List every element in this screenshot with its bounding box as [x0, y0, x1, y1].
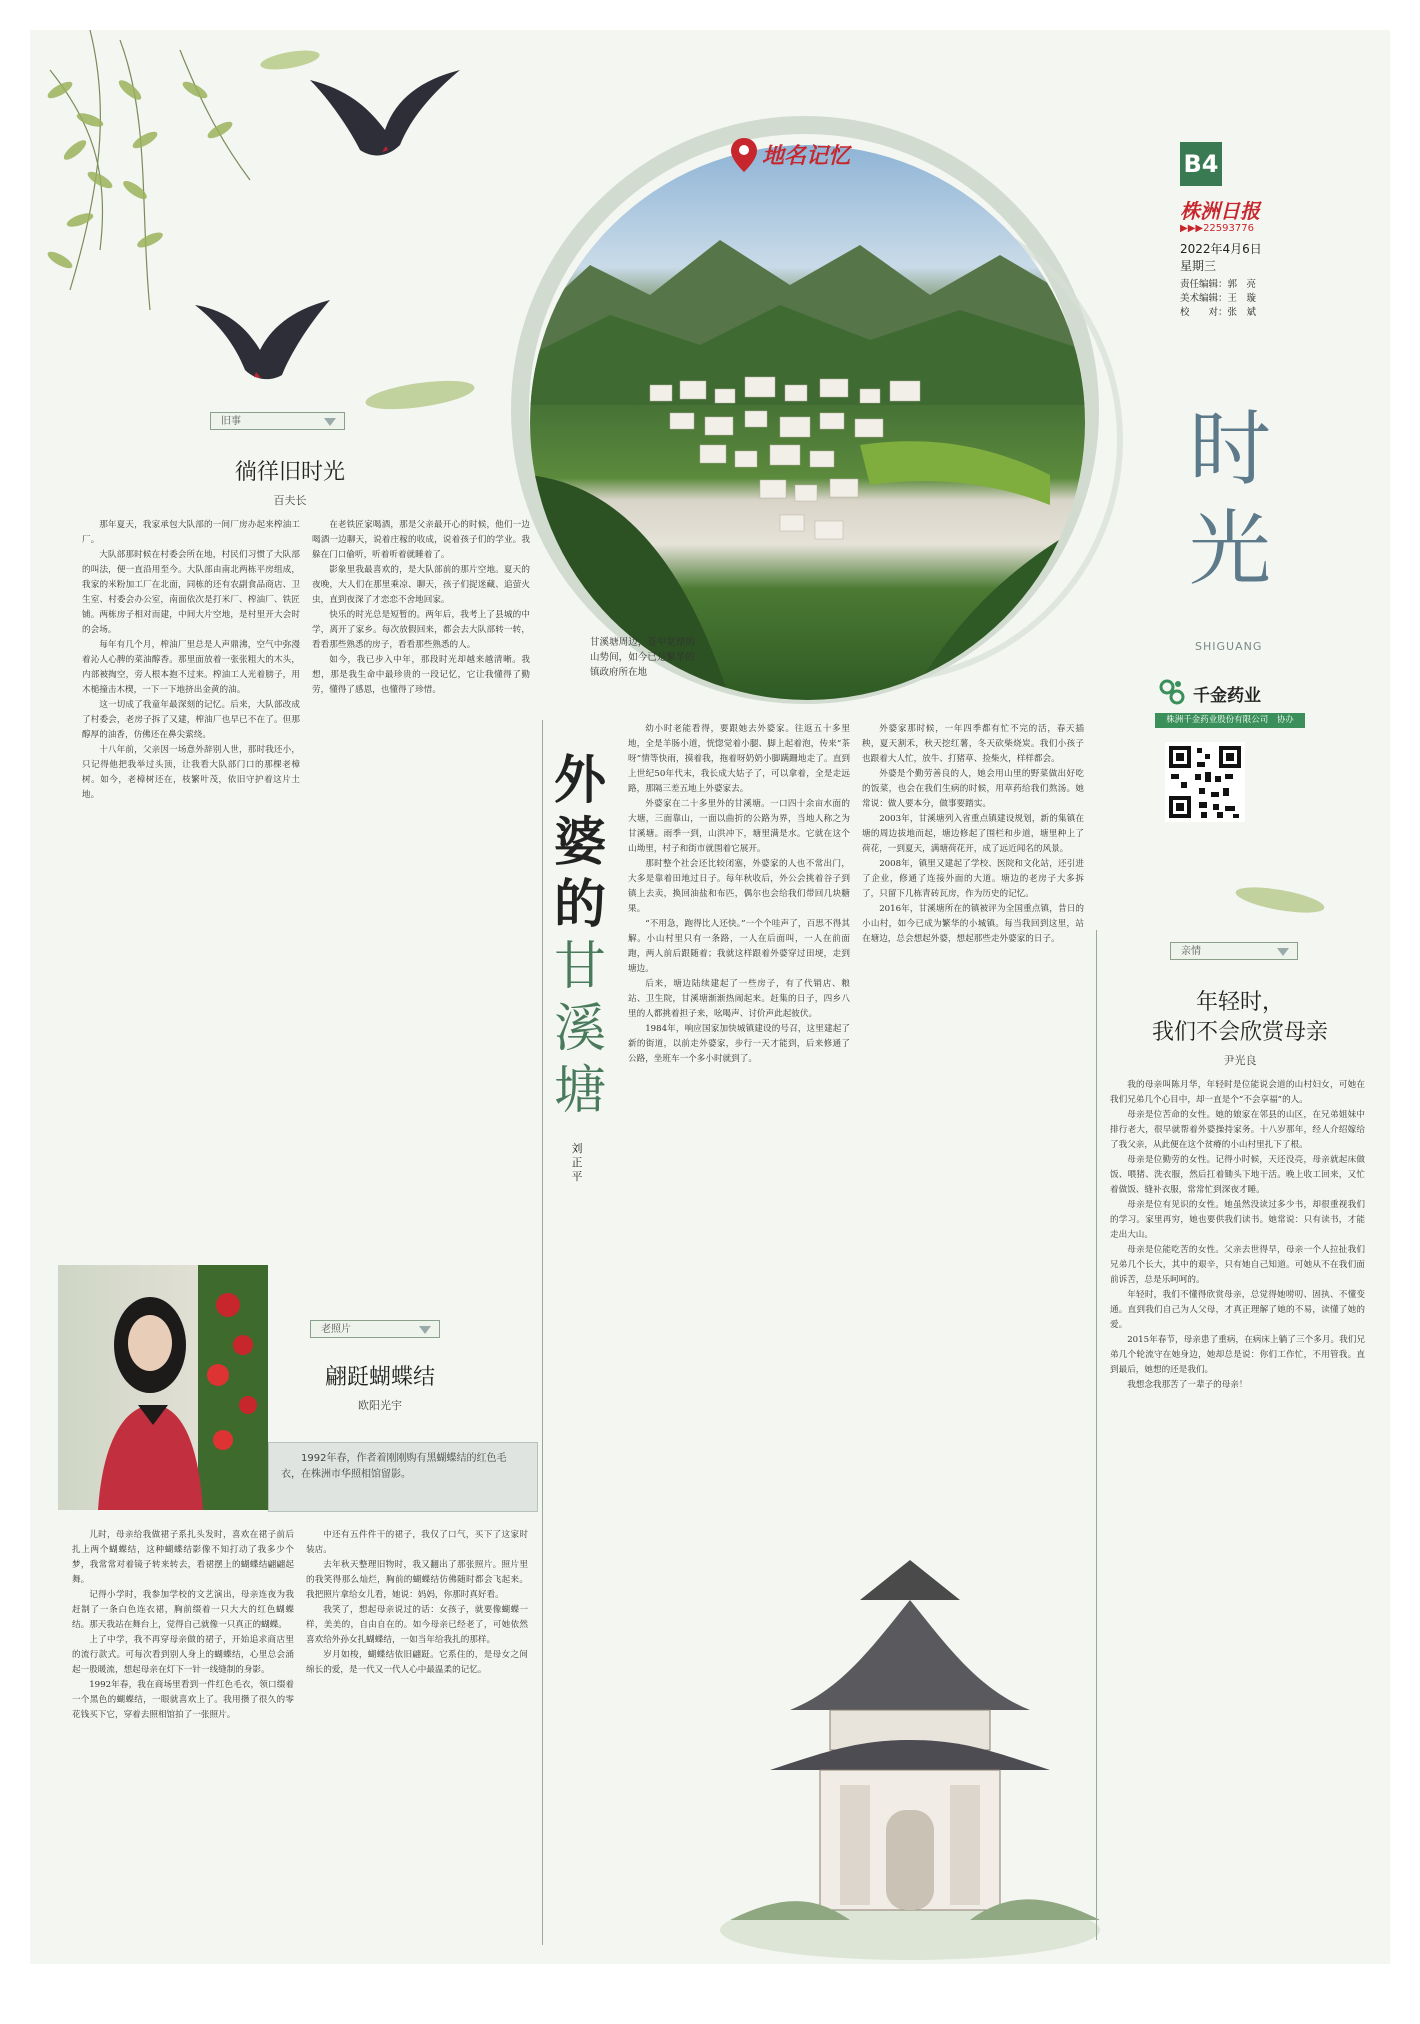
leaf-icon [360, 370, 480, 420]
paragraph: 在老铁匠家喝酒，那是父亲最开心的时候，他们一边喝酒一边聊天，说着庄稼的收成，说着孩子们的学业。我躲在门口偷听，听着听着就睡着了。 [312, 520, 530, 560]
title-line: 我们不会欣赏母亲 [1151, 1020, 1328, 1045]
column-divider [1096, 930, 1097, 1940]
paragraph: 外婆是个勤劳善良的人，她会用山里的野菜做出好吃的饭菜，也会在我们生病的时候，用草药给我们熬汤。她常说：做人要本分，做事要踏实。 [862, 769, 1084, 809]
paragraph: 去年秋天整理旧物时，我又翻出了那张照片。照片里的我笑得那么灿烂，胸前的蝴蝶结仿佛随时都会飞起来。我把照片拿给女儿看，她说：妈妈，你那时真好看。 [306, 1560, 528, 1600]
title-char: 塘 [553, 1061, 606, 1121]
paragraph: 母亲是位能吃苦的女性。父亲去世得早，母亲一个人拉扯我们兄弟几个长大，其中的艰辛，只有她自己知道。可她从不在我们面前诉苦，总是乐呵呵的。 [1110, 1245, 1365, 1285]
paragraph: 我的母亲叫陈月华，年轻时是位能说会道的山村妇女，可她在我们兄弟几个心目中，却一直是个“不会享福”的人。 [1110, 1080, 1365, 1105]
sponsor-line: 株洲千金药业股份有限公司 协办 [1155, 713, 1305, 728]
article-bottom-left-title: 翩跹蝴蝶结 [324, 1365, 435, 1390]
paragraph: 我笑了，想起母亲说过的话：女孩子，就要像蝴蝶一样，美美的，自由自在的。如今母亲已经老了，可她依然喜欢给外孙女扎蝴蝶结，一如当年给我扎的那样。 [306, 1605, 528, 1645]
paragraph: 中还有五件件干的裙子，我仅了口气，买下了这家时装店。 [306, 1530, 528, 1555]
column-divider [542, 720, 543, 1945]
paragraph: 幼小时老能看得，要跟她去外婆家。往返五十多里地，全是羊肠小道，恍惚觉着小腿、脚上起着泡，传来“茶呀”情等快雨，摸着我，拖着呀奶奶小脚蹒跚地走了。直到上世纪50年代末，我长成大姑子了，可以拿着，全是走远路，那隔三差五地上外婆家去。 [628, 724, 850, 794]
paper-name: 株洲日报 [1180, 199, 1260, 223]
article-left-title: 徜徉旧时光 [234, 460, 345, 485]
section-title: 时光 [1188, 402, 1271, 597]
paragraph: 如今，我已步入中年，那段时光却越来越清晰。我想，那是我生命中最珍贵的一段记忆，它让我懂得了勤劳，懂得了感恩，也懂得了珍惜。 [312, 655, 530, 695]
paragraph: 大队部那时候在村委会所在地，村民们习惯了大队部的叫法，便一直沿用至今。大队部由南北两栋平房组成，我家的米粉加工厂在北面，同栋的还有农副食品商店、卫生室、村委会办公室，南面依次是打米厂、榨油厂、铁匠铺。两栋房子相对而建，中间大片空地，是村里开大会时的会场。 [82, 550, 300, 635]
article-main-author: 刘正平 [571, 1142, 583, 1183]
tag-arrow-icon [419, 1326, 431, 1334]
tag-arrow-icon [324, 418, 336, 426]
photo-caption-box: 1992年春，作者着刚刚购有黑蝴蝶结的红色毛衣，在株洲市华照相馆留影。 [268, 1442, 538, 1512]
article-left-column-2 [312, 518, 530, 1258]
paragraph: 母亲是位勤劳的女性。记得小时候，天还没亮，母亲就起床做饭、喂猪、洗衣服，然后扛着锄头下地干活。晚上收工回来，又忙着做饭、缝补衣服，常常忙到深夜才睡。 [1110, 1155, 1365, 1195]
issue-date: 2022年4月6日 [1180, 242, 1262, 256]
place-memory-banner [730, 135, 880, 175]
article-bottom-left-column-1 [72, 1528, 294, 1948]
paragraph: 1984年，响应国家加快城镇建设的号召，这里建起了新的街道，以前走外婆家，步行一天才能到，后来修通了公路，坐班车一个多小时就到了。 [628, 1024, 850, 1064]
article-bottom-left-author: 欧阳光宇 [358, 1399, 402, 1412]
tag-label: 旧事 [221, 416, 241, 427]
tag-label: 亲情 [1181, 946, 1201, 957]
title-char: 的 [553, 874, 606, 935]
hotline: ▶▶▶22593776 [1180, 223, 1254, 234]
editor-credits [1180, 278, 1256, 320]
paragraph: 这一切成了我童年最深刻的记忆。后来，大队部改成了村委会，老房子拆了又建，榨油厂也早已不在了。但那醇厚的油香，仿佛还在鼻尖萦绕。 [82, 700, 300, 740]
article-main-column-2 [862, 722, 1084, 1552]
title-line: 年轻时， [1195, 990, 1284, 1015]
paragraph: 母亲是位苦命的女性。她的娘家在邻县的山区，在兄弟姐妹中排行老大，很早就帮着外婆操持家务。十八岁那年，经人介绍嫁给了我父亲，从此便在这个贫瘠的小山村里扎下了根。 [1110, 1110, 1365, 1150]
paragraph: 1992年春，我在商场里看到一件红色毛衣，领口缀着一个黑色的蝴蝶结，一眼就喜欢上了。我用攒了很久的零花钱买下它，穿着去照相馆拍了一张照片。 [72, 1680, 294, 1720]
paragraph: 上了中学，我不再穿母亲做的裙子，开始追求商店里的流行款式。可每次看到别人身上的蝴蝶结，心里总会涌起一股暖流，想起母亲在灯下一针一线缝制的身影。 [72, 1635, 294, 1675]
paragraph: 母亲是位有见识的女性。她虽然没读过多少书，却很重视我们的学习。家里再穷，她也要供我们读书。她常说：只有读书，才能走出大山。 [1110, 1200, 1365, 1240]
location-pin-icon [730, 137, 758, 173]
title-char: 外 [553, 750, 606, 811]
article-right-title [1110, 988, 1370, 1048]
paragraph: 每年有几个月，榨油厂里总是人声鼎沸，空气中弥漫着沁人心脾的菜油醇香。那里面放着一张张粗大的木头，内部被掏空，旁人根本抱不过来。榨油工人光着膀子，用木槌撞击木楔，一下一下地挤出金黄的油。 [82, 640, 300, 695]
paragraph: 2015年春节，母亲患了重病，在病床上躺了三个多月。我们兄弟几个轮流守在她身边，她却总是说：你们工作忙，不用管我。直到最后，她想的还是我们。 [1110, 1335, 1365, 1375]
title-char: 婆 [553, 812, 606, 873]
paragraph: 影象里我最喜欢的，是大队部前的那片空地。夏天的夜晚，大人们在那里乘凉、聊天，孩子们捉迷藏、追萤火虫，直到夜深了才恋恋不舍地回家。 [312, 565, 530, 605]
paragraph: 外婆家那时候，一年四季都有忙不完的活，春天插秧，夏天割禾，秋天挖红薯，冬天砍柴烧炭。我们小孩子也跟着大人忙，放牛、打猪草、捡柴火，样样都会。 [862, 724, 1084, 764]
page-number: B4 [1180, 142, 1222, 186]
title-char: 甘 [553, 937, 606, 997]
paragraph: 快乐的时光总是短暂的。两年后，我考上了县城的中学，离开了家乡。每次放假回来，都会去大队部转一转，看看那些熟悉的房子，看看那些熟悉的人。 [312, 610, 530, 650]
qr-code [1165, 742, 1245, 822]
issue-weekday: 星期三 [1180, 259, 1217, 273]
photo-caption: 甘溪塘周边，苍早宽厚的山势间，如今已是繁华的镇政府所在地 [590, 637, 695, 678]
tag-arrow-icon [1277, 948, 1289, 956]
article-right-author: 尹光良 [1223, 1054, 1257, 1067]
credit-line: 责任编辑：郭 亮 [1180, 279, 1257, 290]
leaf-icon [1230, 880, 1330, 920]
article-main-column-1 [628, 722, 850, 1642]
section-tag-old-photo [310, 1320, 440, 1338]
section-tag-old-stories [210, 412, 345, 430]
section-pinyin: SHIGUANG [1195, 640, 1263, 653]
paragraph: 记得小学时，我参加学校的文艺演出，母亲连夜为我赶制了一条白色连衣裙，胸前缀着一只大大的红色蝴蝶结。那天我站在舞台上，觉得自己就像一只真正的蝴蝶。 [72, 1590, 294, 1630]
paragraph: 儿时，母亲给我做裙子系扎头发时，喜欢在裙子前后扎上两个蝴蝶结，这种蝴蝶结影像不知打动了我多少个梦，我常常对着镜子转来转去，看裙摆上的蝴蝶结翩翩起舞。 [72, 1530, 294, 1585]
article-left-column-1 [82, 518, 300, 1258]
paragraph: 后来，塘边陆续建起了一些房子，有了代销店、粮站、卫生院，甘溪塘渐渐热闹起来。赶集的日子，四乡八里的人都挑着担子来，吆喝声、讨价声此起彼伏。 [628, 979, 850, 1019]
paragraph: 十八年前，父亲因一场意外辞别人世，那时我还小，只记得他把我举过头顶，让我看大队部门口的那棵老樟树。如今，老樟树还在，枝繁叶茂，依旧守护着这片土地。 [82, 745, 300, 800]
paragraph: “不用急，跑得比人还快。”一个个哇声了，百思不得其解。小山村里只有一条路，一人在后面叫，一人在前面跑，两人前后跟随着；我就这样跟着外婆穿过田埂，走到塘边。 [628, 919, 850, 974]
portrait-illustration-icon [58, 1265, 268, 1510]
qianjin-logo-icon [1157, 677, 1187, 707]
mountain-town-illustration-icon [530, 145, 1085, 700]
newspaper-page [30, 30, 1390, 1964]
paragraph: 2003年，甘溪塘列入省重点镇建设规划，新的集镇在塘的周边拔地而起，塘边修起了围栏和步道，塘里种上了荷花，一到夏天，满塘荷花开，成了远近闻名的风景。 [862, 814, 1084, 854]
sponsor-block [1155, 675, 1305, 735]
paragraph: 外婆家在二十多里外的甘溪塘。一口四十余亩水面的大塘，三面靠山，一面以曲折的公路为界，当地人称之为甘溪塘。雨季一到，山洪冲下，塘里满是水。它就在这个山坳里，村子和街市就围着它展开。 [628, 799, 850, 854]
sponsor-name: 千金药业 [1193, 686, 1261, 706]
qr-code-icon [1165, 742, 1245, 822]
section-tag-family [1170, 942, 1298, 960]
paragraph: 那年夏天，我家承包大队部的一间厂房办起来榨油工厂。 [82, 520, 300, 545]
author-photo [58, 1265, 268, 1510]
credit-line: 美术编辑：王 璇 [1180, 293, 1257, 304]
paragraph: 那时整个社会还比较闭塞，外婆家的人也不常出门，大多是靠着田地过日子。每年秋收后，外公会挑着谷子到镇上去卖，换回油盐和布匹，偶尔也会给我们带回几块糖果。 [628, 859, 850, 914]
swallow-icon [300, 50, 470, 170]
pavilion-illustration-icon [710, 1560, 1110, 1960]
gantang-town-photo [530, 145, 1085, 700]
paragraph: 年轻时，我们不懂得欣赏母亲，总觉得她唠叨、固执、不懂变通。直到我们自己为人父母，才真正理解了她的不易，读懂了她的爱。 [1110, 1290, 1365, 1330]
credit-line: 校 对：张 斌 [1180, 307, 1257, 318]
article-main-title [550, 750, 610, 1122]
banner-label: 地名记忆 [762, 144, 851, 169]
paragraph: 2016年，甘溪塘所在的镇被评为全国重点镇，昔日的小山村，如今已成为繁华的小城镇。每当我回到这里，站在塘边，总会想起外婆，想起那些走外婆家的日子。 [862, 904, 1084, 944]
article-right-column [1110, 1078, 1365, 1938]
tag-label: 老照片 [321, 1324, 351, 1335]
paragraph: 我想念我那苦了一辈子的母亲！ [1127, 1380, 1248, 1390]
title-char: 溪 [553, 999, 606, 1059]
article-bottom-left-column-2 [306, 1528, 528, 1948]
article-left-author: 百夫长 [273, 494, 307, 507]
swallow-icon [190, 280, 340, 390]
paragraph: 岁月如梭，蝴蝶结依旧翩跹。它系住的，是母女之间绵长的爱，是一代又一代人心中最温柔的记忆。 [306, 1650, 528, 1675]
paragraph: 2008年，镇里又建起了学校、医院和文化站，还引进了企业，修通了连接外面的大道。塘边的老房子大多拆了，只留下几栋青砖瓦房，作为历史的记忆。 [862, 859, 1084, 899]
